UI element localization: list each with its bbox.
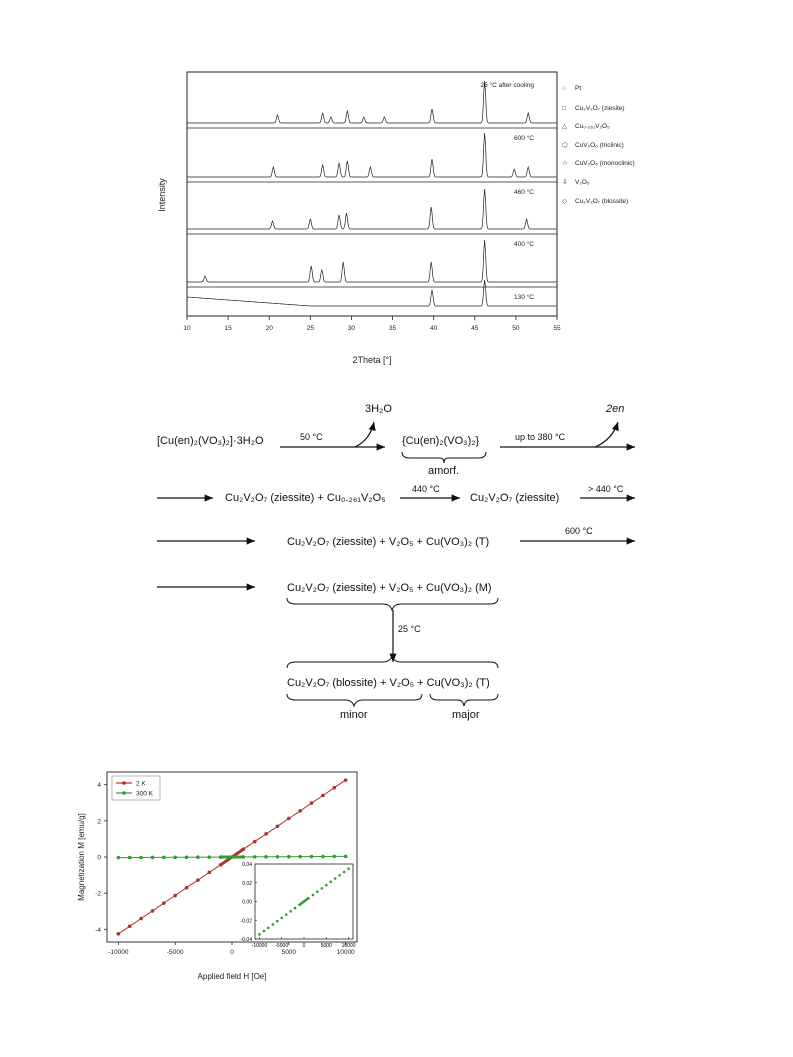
legend-label: Cu₂V₂O₇ (blossite) [575,198,629,205]
legend-2k: 2 K [136,780,146,788]
mag-y-tick-label: -2 [95,890,101,898]
xrd-x-tick-label: 50 [512,325,520,332]
xrd-panel-label: 400 °C [514,241,534,248]
mag-data-point [298,855,302,859]
mag-data-point [276,855,280,859]
mag-data-point [344,855,348,859]
step5-temp: 600 °C [565,526,593,536]
xrd-x-tick-label: 40 [430,325,438,332]
inset-data-point [263,930,266,933]
amorphous-intermediate: {Cu(en)₂(VO₃)₂} [402,435,480,447]
mag-data-point [332,855,336,859]
inset-data-point [312,894,315,897]
xrd-x-tick-label: 15 [224,325,232,332]
mag-data-point [173,856,177,860]
inset-data-point [276,920,279,923]
amorphous-label: amorf. [428,465,460,477]
mag-data-point [162,901,166,905]
inset-x-tick-label: 0 [302,943,306,949]
step6-temp: 25 °C [398,624,421,634]
minor-label: minor [340,709,368,721]
mag-y-tick-label: -4 [95,926,101,934]
inset-data-point [267,926,270,929]
legend-symbol: ☆ [562,160,568,167]
mag-data-point [242,848,245,851]
mag-data-point [207,871,211,875]
legend-label: Pt [575,85,582,92]
mag-data-point [162,856,166,860]
mag-data-point [321,794,325,798]
mag-x-label: Applied field H [Oe] [197,972,267,981]
inset-data-point [272,923,275,926]
mag-data-point [310,801,314,805]
mag-data-point [196,855,200,859]
mag-data-point [253,855,257,859]
mag-data-point [139,917,143,921]
inset-x-tick-label: 10000 [341,943,356,949]
mag-data-point [128,924,132,928]
inset-data-point [334,877,337,880]
mag-data-point [242,855,245,858]
inset-data-point [258,933,261,936]
mag-legend [112,776,160,800]
mag-x-tick-label: -5000 [166,949,184,956]
inset-y-tick-label: 0.02 [242,880,252,887]
mag-data-point [151,856,155,860]
xrd-panel-label: 460 °C [514,189,534,196]
xrd-x-tick-label: 45 [471,325,479,332]
row5-mixture: Cu₂V₂O₇ (blossite) + V₂O₅ + Cu(VO₃)₂ (T) [287,677,490,689]
mag-data-point [207,855,211,859]
mag-data-point [287,817,291,821]
mag-data-point [253,840,257,844]
mag-data-point [128,856,132,860]
start-compound: [Cu(en)₂(VO₃)₂]·3H₂O [157,435,264,447]
xrd-x-tick-label: 25 [306,325,314,332]
mag-data-point [139,856,143,860]
xrd-panel-label: 600 °C [514,135,534,142]
xrd-panel-label: 130 °C [514,294,534,301]
inset-data-point [325,884,328,887]
legend-symbol: △ [562,123,567,130]
mag-data-point [264,855,268,859]
legend-label: CuV₂O₆ (triclinic) [575,142,624,149]
row3-mixture: Cu₂V₂O₇ (ziessite) + V₂O₅ + Cu(VO₃)₂ (T) [287,536,490,548]
mag-data-point [332,786,336,790]
major-label: major [452,709,480,721]
mag-data-point [196,878,200,882]
inset-y-tick-label: -0.04 [240,937,252,943]
legend-300k: 300 K [136,790,153,798]
xrd-x-label: 2Theta [°] [352,355,392,365]
inset-data-point [338,874,341,877]
mag-data-point [151,909,155,913]
mag-x-tick-label: -10000 [108,949,129,956]
xrd-x-tick-label: 55 [553,325,561,332]
inset-data-point [307,897,309,899]
mag-data-point [321,855,325,859]
step2-temp: up to 380 °C [515,432,566,442]
mag-y-tick-label: 2 [97,818,101,826]
step4-temp: > 440 °C [588,484,624,494]
legend-label: V₂O₅ [575,179,590,186]
mag-x-tick-label: 5000 [281,949,297,956]
inset-data-point [285,913,288,916]
step1-temp: 50 °C [300,432,323,442]
inset-y-tick-label: -0.02 [240,918,252,925]
xrd-x-tick-label: 20 [265,325,273,332]
legend-symbol: ⬡ [562,142,568,149]
legend-symbol: ⇩ [562,179,568,186]
mag-data-point [117,856,121,860]
legend-label: Cu₀.₂₆₁V₂O₅ [575,123,610,130]
row4-mixture: Cu₂V₂O₇ (ziessite) + V₂O₅ + Cu(VO₃)₂ (M) [287,582,492,594]
inset-data-point [347,867,350,870]
legend-symbol: □ [562,105,566,112]
inset-data-point [321,887,324,890]
legend-symbol: ○ [562,85,566,92]
inset-y-tick-label: 0.04 [242,862,252,868]
inset-y-tick-label: 0.00 [242,899,252,906]
xrd-y-label: Intensity [157,178,167,212]
mag-data-point [298,809,302,813]
xrd-x-tick-label: 30 [347,325,356,332]
inset-x-tick-label: 5000 [320,943,332,949]
xrd-panel-label: 25 °C after cooling [480,82,534,89]
inset-x-tick-label: -5000 [275,943,289,949]
mag-data-point [185,886,189,890]
mag-data-point [264,832,268,836]
mag-y-label: Magnetization M [emu/g] [77,813,86,901]
inset-data-point [289,910,292,913]
mag-y-tick-label: 0 [97,854,101,862]
mag-data-point [287,855,291,859]
row2-product: Cu₂V₂O₇ (ziessite) [470,492,560,504]
water-loss: 3H₂O [365,403,392,415]
mag-y-tick-label: 4 [97,782,101,790]
inset-data-point [280,917,283,920]
legend-symbol: ◇ [562,198,567,205]
inset-data-point [329,881,332,884]
mag-data-point [310,855,314,859]
legend-label: Cu₂V₂O₇ (ziesite) [575,105,625,112]
inset-data-point [316,890,319,893]
step3-temp: 440 °C [412,484,440,494]
mag-data-point [276,824,280,828]
mag-data-point [185,855,189,859]
legend-label: CuV₂O₆ (monoclinic) [575,160,635,167]
mag-data-point [344,778,348,782]
mag-x-tick-label: 10000 [336,949,355,956]
inset-data-point [294,907,297,910]
xrd-x-tick-label: 10 [183,325,191,332]
inset-x-tick-label: -10000 [251,943,268,949]
mag-x-tick-label: 0 [230,949,234,956]
mag-data-point [117,932,121,936]
en-loss: 2en [606,403,625,415]
mag-data-point [173,894,177,898]
xrd-x-tick-label: 35 [388,325,397,332]
inset-data-point [343,871,346,874]
row2-mixture: Cu₂V₂O₇ (ziessite) + Cu₀.₂₆₁V₂O₅ [225,492,386,504]
